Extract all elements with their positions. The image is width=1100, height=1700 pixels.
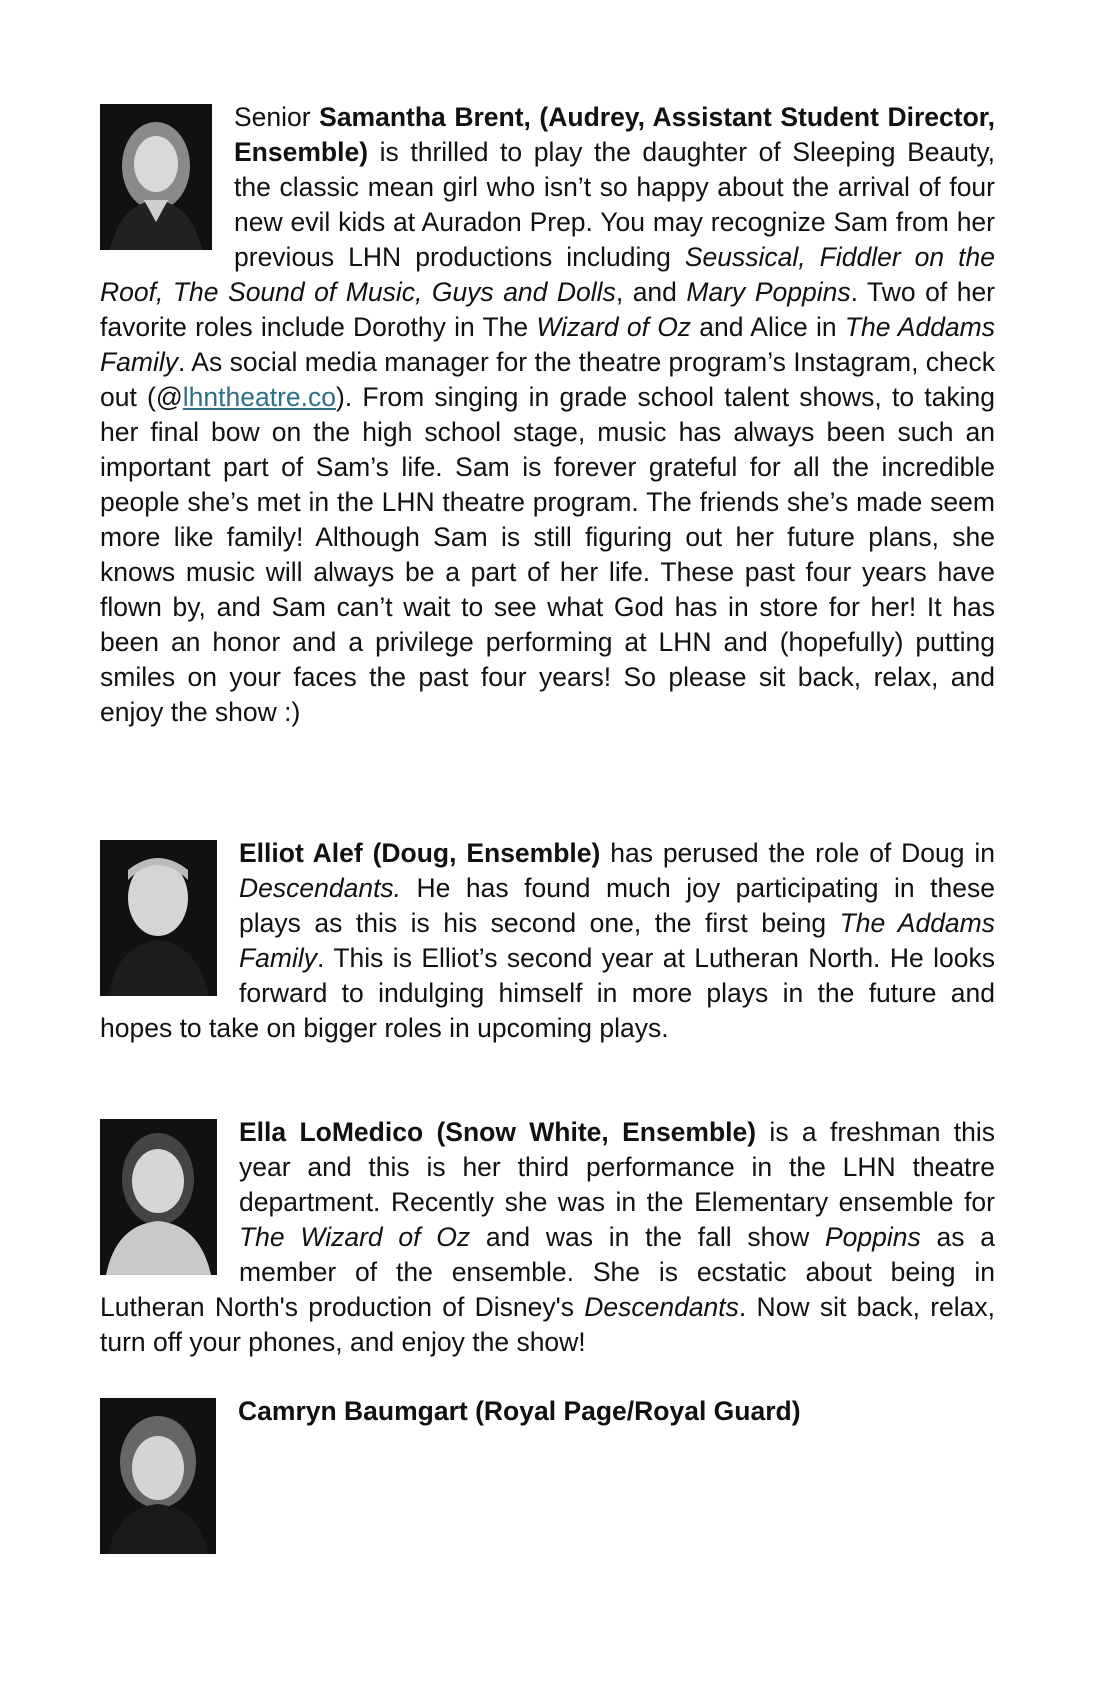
bio-name-role: Camryn Baumgart (Royal Page/Royal Guard) [238, 1396, 801, 1426]
bio-camryn-baumgart [100, 1394, 995, 1554]
bio-name-role: Elliot Alef (Doug, Ensemble) [239, 838, 601, 868]
bio-title: Mary Poppins [686, 277, 851, 307]
bio-text: He has found much joy participating in these plays as this is his second one, the first being [239, 873, 995, 938]
bio-text: . Two of her favorite roles include Dorothy in The [100, 277, 996, 342]
bio-text: and Alice in [691, 312, 845, 342]
bio-text: is a freshman this year and this is her third performance in the LHN theatre department. Recently she was in the Elementary ensemble for [239, 1117, 995, 1217]
bio-text: has perused the role of Doug in [600, 838, 996, 868]
bio-title: The Addams Family [100, 312, 995, 377]
bio-lead: Senior [234, 102, 320, 132]
bio-title: The Addams Family [239, 908, 995, 973]
bio-samantha-brent [100, 100, 995, 730]
bio-text: and was in the fall show [470, 1222, 825, 1252]
bio-text: . Now sit back, relax, turn off your phones, and enjoy the show! [100, 1292, 996, 1357]
bio-text: is thrilled to play the daughter of Sleeping Beauty, the classic mean girl who isn’t so happy about the arrival of four new evil kids at Auradon Prep. You may recognize Sam from her previous LHN productions including [234, 137, 995, 272]
instagram-link[interactable]: lhntheatre.co [182, 382, 336, 412]
bio-name-role: Ella LoMedico (Snow White, Ensemble) [239, 1117, 757, 1147]
bio-text: ). From singing in grade school talent shows, to taking her final bow on the high school stage, music has always been such an important part of Sam’s life. Sam is forever grateful for all the incredible people she’s met in the LHN theatre program. The friends she’s made seem more like family! Although Sam is still figuring out her future plans, she knows music will always be a part of her life. These past four years have flown by, and Sam can’t wait to see what God has in store for her! It has been an honor and a privilege performing at LHN and (hopefully) putting smiles on your faces the past four years! So please sit back, relax, and enjoy the show :) [100, 382, 995, 727]
bio-ella-lomedico [100, 1115, 995, 1360]
bio-title: Wizard of Oz [536, 312, 692, 342]
bio-title: Descendants [584, 1292, 739, 1322]
bio-text: as a member of the ensemble. She is ecstatic about being in Lutheran North's production of Disney's [100, 1222, 995, 1322]
bio-text: . As social media manager for the theatre program’s Instagram, check out (@ [100, 347, 996, 412]
headshot-elliot-alef [100, 840, 217, 996]
headshot-samantha-brent [100, 104, 212, 250]
bio-text: . This is Elliot’s second year at Lutheran North. He looks forward to indulging himself in more plays in the future and hopes to take on bigger roles in upcoming plays. [100, 943, 995, 1043]
bio-title: Descendants. [239, 873, 402, 903]
headshot-ella-lomedico [100, 1119, 217, 1275]
bio-elliot-alef [100, 836, 995, 1046]
bio-title: Seussical, Fiddler on the Roof, The Sound of Music, Guys and Dolls [100, 242, 996, 307]
bio-name-role: Samantha Brent, (Audrey, Assistant Student Director, Ensemble) [234, 102, 995, 167]
headshot-camryn-baumgart [100, 1398, 216, 1554]
bio-text: , and [615, 277, 687, 307]
bio-title: The Wizard of Oz [239, 1222, 471, 1252]
bio-title: Poppins [824, 1222, 921, 1252]
